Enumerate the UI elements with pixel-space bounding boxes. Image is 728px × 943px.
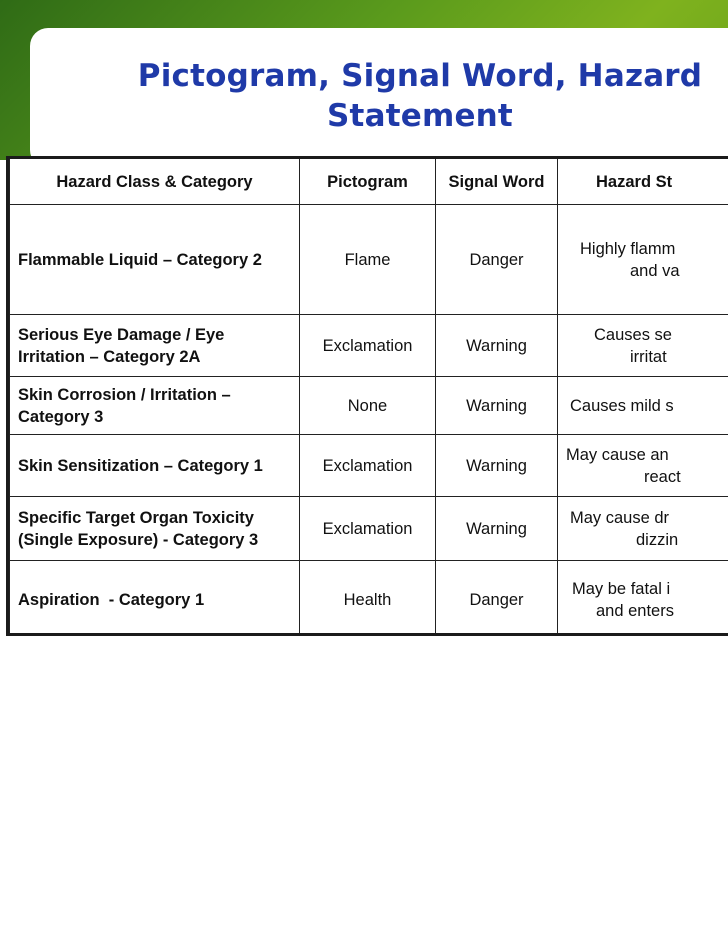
hazard-statement-cell xyxy=(558,315,728,377)
slide-title xyxy=(40,56,728,136)
signal-word-cell: Warning xyxy=(436,377,558,435)
table-header-row xyxy=(10,159,728,205)
table-row xyxy=(10,315,728,377)
statement-line: May be fatal i xyxy=(572,579,671,598)
hazard-class-cell xyxy=(10,561,300,637)
header-hazard-class: Hazard Class & Category xyxy=(10,159,300,205)
slide-title-line-1: Pictogram, Signal Word, Hazard xyxy=(137,58,703,94)
header-pictogram: Pictogram xyxy=(300,159,436,205)
pictogram-cell: Health xyxy=(300,561,436,637)
table-row xyxy=(10,561,728,637)
statement-line: react xyxy=(644,467,681,486)
statement-line: May cause dr xyxy=(570,508,670,527)
hazard-class-cell xyxy=(10,205,300,315)
table-row xyxy=(10,435,728,497)
signal-word-cell: Danger xyxy=(436,205,558,315)
slide-title-line-2: Statement xyxy=(327,98,513,134)
header-hazard-statement: Hazard St xyxy=(558,159,728,205)
hazard-class-text: Flammable Liquid – Category 2 xyxy=(18,250,262,269)
pictogram-cell: None xyxy=(300,377,436,435)
hazard-table-frame xyxy=(6,156,728,636)
pictogram-cell: Exclamation xyxy=(300,497,436,561)
statement-line: Causes mild s xyxy=(570,396,674,415)
hazard-class-cell xyxy=(10,315,300,377)
signal-word-cell: Warning xyxy=(436,435,558,497)
table-row xyxy=(10,205,728,315)
hazard-statement-cell xyxy=(558,561,728,637)
statement-line: May cause an xyxy=(566,445,669,464)
hazard-class-text: Serious Eye Damage / Eye xyxy=(18,325,225,344)
signal-word-cell: Warning xyxy=(436,315,558,377)
statement-line: irritat xyxy=(630,347,667,366)
hazard-statement-cell xyxy=(558,497,728,561)
statement-line: Highly flamm xyxy=(580,239,676,258)
hazard-class-text: Skin Sensitization – Category 1 xyxy=(18,456,263,475)
statement-line: Causes se xyxy=(594,325,672,344)
table-row xyxy=(10,377,728,435)
hazard-statement-cell xyxy=(558,205,728,315)
pictogram-cell: Exclamation xyxy=(300,315,436,377)
hazard-statement-cell xyxy=(558,435,728,497)
hazard-class-text: Skin Corrosion / Irritation – xyxy=(18,385,231,404)
table-row xyxy=(10,497,728,561)
signal-word-cell: Danger xyxy=(436,561,558,637)
hazard-statement-cell xyxy=(558,377,728,435)
statement-line: dizzin xyxy=(636,530,679,549)
hazard-class-text: Specific Target Organ Toxicity xyxy=(18,508,254,527)
pictogram-cell: Exclamation xyxy=(300,435,436,497)
hazard-class-cell xyxy=(10,497,300,561)
hazard-class-cell xyxy=(10,435,300,497)
pictogram-cell: Flame xyxy=(300,205,436,315)
statement-line: and enters xyxy=(596,601,674,620)
hazard-table xyxy=(9,159,728,636)
hazard-class-text: Category 3 xyxy=(18,407,104,426)
header-signal-word: Signal Word xyxy=(436,159,558,205)
hazard-class-cell xyxy=(10,377,300,435)
hazard-class-text: Aspiration - Category 1 xyxy=(18,590,205,609)
statement-line: and va xyxy=(630,261,680,280)
hazard-class-text: Irritation – Category 2A xyxy=(18,347,201,366)
hazard-class-text: (Single Exposure) - Category 3 xyxy=(18,530,259,549)
signal-word-cell: Warning xyxy=(436,497,558,561)
